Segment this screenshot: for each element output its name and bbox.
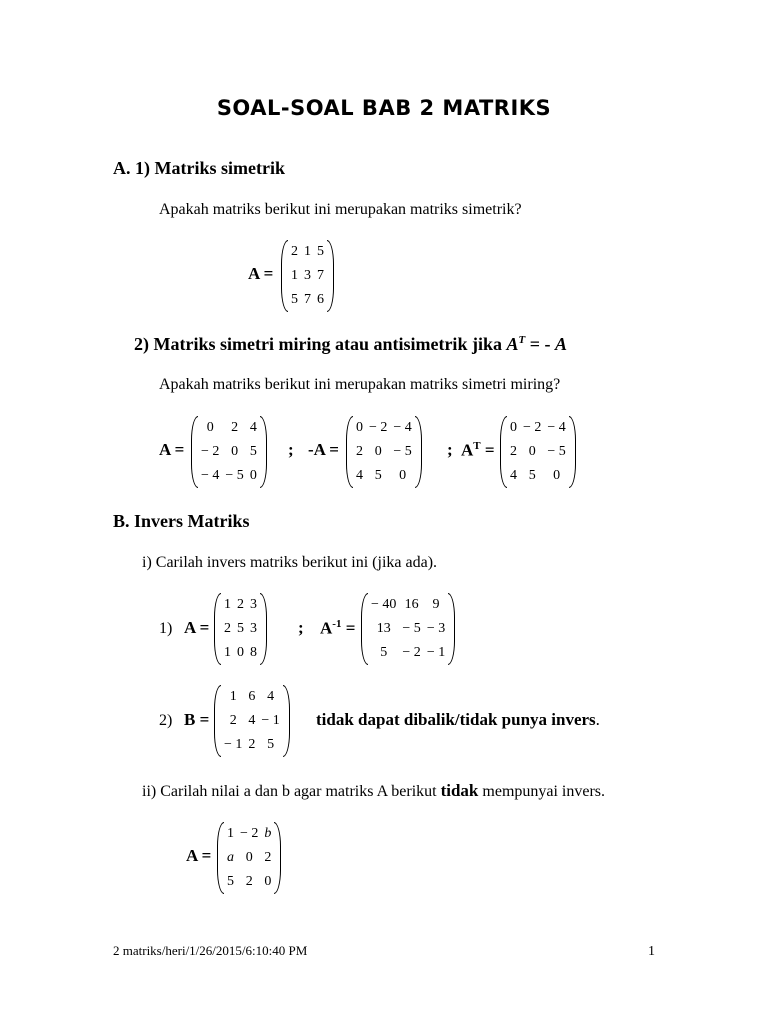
matrix-cell: 0: [249, 468, 257, 483]
q2-matrix-at: [500, 416, 576, 488]
matrix-cell: − 5: [225, 468, 244, 483]
matrix-cell: 13: [376, 621, 391, 636]
matrix-cell: 6: [317, 292, 324, 307]
matrix-left-bracket: [500, 416, 507, 488]
matrix-cell: 0: [206, 420, 214, 435]
matrix-cell: − 5: [393, 444, 412, 459]
b-i-text: i) Carilah invers matriks berikut ini (jika ada).: [142, 554, 438, 571]
q1-matrix: [281, 240, 334, 312]
matrix-cell: 3: [304, 268, 311, 283]
matrix-cell: 0: [356, 420, 363, 435]
matrix-cell: 5: [237, 621, 244, 636]
matrix-cell: 2: [224, 621, 231, 636]
matrix-cell: 0: [528, 444, 536, 459]
a2-heading-a: A: [506, 334, 519, 354]
matrix-cell: − 1: [261, 713, 280, 728]
b-p1-inverse-label: $A^{-1}$ =: [320, 618, 356, 638]
page-number: 1: [648, 944, 655, 959]
a2-heading-sup: T: [518, 334, 526, 346]
matrix-cell: 5: [317, 244, 324, 259]
b-p1-label: A =: [184, 618, 210, 637]
matrix-cell: 5: [249, 444, 257, 459]
matrix-cell: 4: [510, 468, 517, 483]
matrix-cell: 2: [248, 737, 256, 752]
b-ii-text: ii) Carilah nilai a dan b agar matriks A berikut tidak mempunyai invers.: [142, 781, 606, 800]
q2-label-at: $A^T$ =: [461, 440, 495, 460]
matrix-cell: 16: [404, 597, 419, 612]
matrix-cell: 1: [229, 689, 237, 704]
matrix-cell: − 2: [240, 826, 259, 841]
matrix-cell: 0: [245, 850, 253, 865]
matrix-cell: 2: [356, 444, 363, 459]
matrix-cell: 0: [510, 420, 517, 435]
matrix-cell: 3: [250, 621, 257, 636]
b-p1-matrix: [214, 593, 267, 665]
matrix-cell: − 4: [393, 420, 412, 435]
matrix-cell: 2: [237, 597, 244, 612]
matrix-right-bracket: [327, 240, 334, 312]
matrix-cell: − 5: [547, 444, 566, 459]
matrix-cell: 2: [245, 874, 253, 889]
matrix-cell: 5: [528, 468, 536, 483]
matrix-cell: 0: [264, 874, 272, 889]
matrix-cell: 4: [249, 420, 257, 435]
matrix-left-bracket: [214, 685, 221, 757]
q2-label-neg-a: -A =: [308, 440, 339, 459]
matrix-cell: 1: [291, 268, 298, 283]
matrix-cell: − 4: [547, 420, 566, 435]
b-p1-number: 1): [159, 620, 173, 637]
q2-separator-1: ;: [288, 440, 294, 459]
matrix-right-bracket: [283, 685, 290, 757]
b-p1-inverse-matrix: [361, 593, 455, 665]
matrix-left-bracket: [361, 593, 368, 665]
b-p2-matrix: [214, 685, 290, 757]
q2-matrix-a: [191, 416, 267, 488]
matrix-cell: 4: [248, 713, 256, 728]
matrix-cell: − 2: [523, 420, 542, 435]
matrix-right-bracket: [569, 416, 576, 488]
q1-text: Apakah matriks berikut ini merupakan matriks simetrik?: [159, 201, 522, 218]
b-p2-note: tidak dapat dibalik/tidak punya invers.: [316, 710, 600, 729]
q1-label: A =: [248, 264, 274, 283]
matrix-cell: 1: [227, 826, 234, 841]
matrix-cell: 4: [267, 689, 275, 704]
matrix-cell: 5: [374, 468, 382, 483]
q2-separator-2: ;: [447, 440, 453, 459]
matrix-cell: − 40: [371, 597, 397, 612]
b-ii-label: A =: [186, 846, 212, 865]
matrix-cell: − 1: [224, 737, 243, 752]
matrix-cell: 2: [291, 244, 298, 259]
matrix-cell: 1: [304, 244, 311, 259]
page-title: SOAL-SOAL BAB 2 MATRIKS: [216, 96, 552, 120]
q2-matrix-neg-a: [346, 416, 422, 488]
matrix-left-bracket: [191, 416, 198, 488]
b-ii-matrix: [217, 822, 281, 894]
matrix-cell: b: [264, 826, 272, 841]
matrix-cell: 2: [229, 713, 237, 728]
matrix-left-bracket: [281, 240, 288, 312]
matrix-cell: − 2: [201, 444, 220, 459]
q2-label-a: A =: [159, 440, 185, 459]
matrix-cell: 0: [374, 444, 382, 459]
matrix-left-bracket: [217, 822, 224, 894]
matrix-cell: 0: [399, 468, 407, 483]
b-p2-number: 2): [159, 712, 173, 729]
matrix-cell: − 2: [369, 420, 388, 435]
matrix-cell: 6: [248, 689, 256, 704]
a2-heading-suffix: = -: [525, 334, 555, 354]
a2-heading-prefix: 2) Matriks simetri miring atau antisimetrik jika: [134, 334, 507, 354]
matrix-right-bracket: [274, 822, 281, 894]
matrix-cell: 0: [553, 468, 561, 483]
matrix-cell: 7: [317, 268, 324, 283]
matrix-left-bracket: [346, 416, 353, 488]
matrix-cell: 2: [231, 420, 239, 435]
matrix-cell: 5: [267, 737, 275, 752]
matrix-cell: − 4: [201, 468, 220, 483]
matrix-right-bracket: [260, 416, 267, 488]
matrix-cell: − 5: [402, 621, 421, 636]
matrix-right-bracket: [415, 416, 422, 488]
matrix-left-bracket: [214, 593, 221, 665]
matrix-cell: 2: [264, 850, 272, 865]
matrix-right-bracket: [260, 593, 267, 665]
matrix-cell: 7: [304, 292, 311, 307]
matrix-cell: 8: [250, 645, 257, 660]
section-a2-heading: [134, 334, 567, 355]
matrix-cell: 0: [231, 444, 239, 459]
b-p2-label: B =: [184, 710, 210, 729]
matrix-cell: 1: [224, 645, 231, 660]
matrix-cell: 3: [250, 597, 257, 612]
q2-text: Apakah matriks berikut ini merupakan matriks simetri miring?: [159, 376, 561, 393]
section-b-heading: B. Invers Matriks: [113, 511, 250, 531]
matrix-cell: 5: [227, 874, 234, 889]
matrix-cell: − 3: [426, 621, 446, 636]
footer-info: 2 matriks/heri/1/26/2015/6:10:40 PM: [113, 943, 308, 958]
matrix-cell: 5: [380, 645, 388, 660]
matrix-cell: 2: [510, 444, 517, 459]
matrix-cell: 1: [224, 597, 231, 612]
a2-heading-a2: A: [554, 334, 567, 354]
matrix-cell: − 2: [402, 645, 421, 660]
b-p1-separator: ;: [298, 618, 304, 637]
section-a1-heading: A. 1) Matriks simetrik: [113, 158, 285, 178]
matrix-cell: 9: [432, 597, 440, 612]
matrix-cell: 4: [356, 468, 363, 483]
matrix-right-bracket: [448, 593, 455, 665]
matrix-cell: 5: [291, 292, 298, 307]
matrix-cell: a: [227, 850, 234, 865]
matrix-cell: − 1: [426, 645, 446, 660]
matrix-cell: 0: [237, 645, 244, 660]
